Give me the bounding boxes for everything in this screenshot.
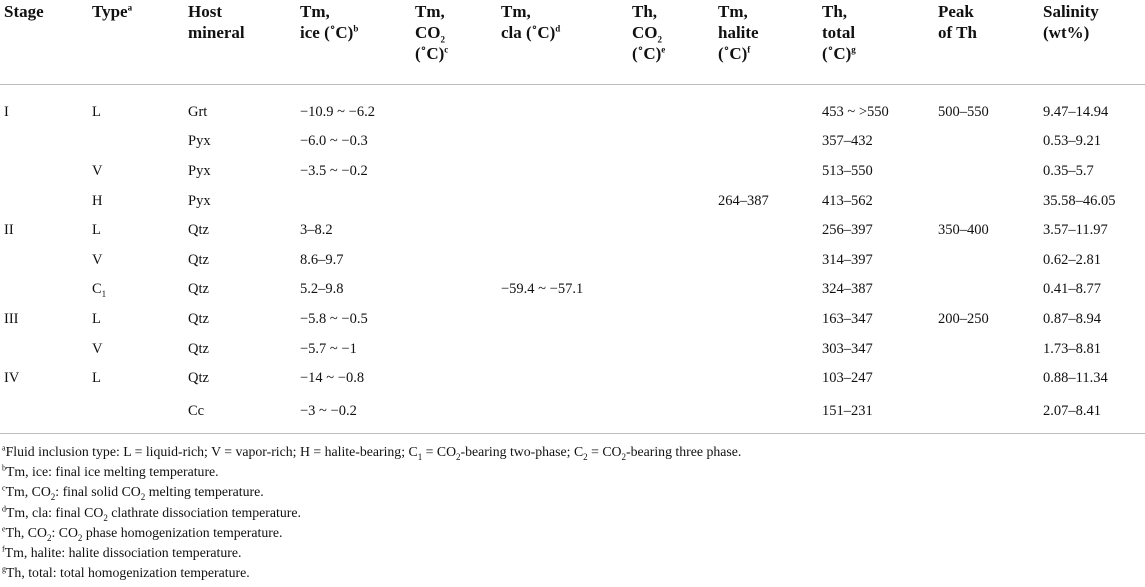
cell-tm-cla bbox=[501, 127, 632, 157]
cell-tm-cla: −59.4 ~ −57.1 bbox=[501, 281, 584, 298]
cell-th-co2 bbox=[632, 215, 718, 245]
footnote-e: $^e$Th, $CO_2$: $CO_2$ phase homogenization temperature. bbox=[2, 524, 283, 543]
cell-peak-of-th: 200–250 bbox=[938, 310, 989, 327]
cell-salinity: 0.62–2.81 bbox=[1043, 251, 1101, 268]
cell-tm-ice: −5.8 ~ −0.5 bbox=[300, 310, 368, 327]
cell-stage bbox=[0, 393, 92, 434]
cell-stage: II bbox=[4, 222, 14, 239]
cell-tm-cla bbox=[501, 215, 632, 245]
cell-type: L bbox=[92, 222, 101, 239]
cell-tm-halite bbox=[718, 363, 822, 393]
cell-type: V bbox=[92, 251, 103, 268]
table-row bbox=[0, 245, 1145, 275]
footnote-d: $^d$Tm, cla: final $CO_2$ clathrate dissociation temperature. bbox=[2, 504, 301, 523]
cell-tm-halite bbox=[718, 85, 822, 127]
cell-salinity: 2.07–8.41 bbox=[1043, 393, 1145, 434]
cell-peak-of-th: 350–400 bbox=[938, 222, 989, 239]
header-tm-ice: Tm, ice (˚C)$^b$ bbox=[300, 0, 415, 85]
table-row bbox=[0, 85, 1145, 127]
header-row bbox=[0, 0, 1145, 85]
footnote-a: $^a$Fluid inclusion type: L = liquid-rich; V = vapor-rich; H = halite-bearing; $C_1$ = $CO_2$-bearing two-phase; $C_2$ = $CO_2$-bearing three phase. bbox=[2, 443, 742, 462]
cell-host-mineral: Qtz bbox=[188, 370, 209, 387]
header-tm-halite: Tm, halite (˚C)$^f$ bbox=[718, 0, 822, 85]
cell-salinity: 0.41–8.77 bbox=[1043, 281, 1101, 298]
cell-th-total: 453 ~ >550 bbox=[822, 103, 889, 120]
table-body bbox=[0, 85, 1145, 434]
table-row bbox=[0, 363, 1145, 393]
table-row bbox=[0, 275, 1145, 305]
cell-tm-co2 bbox=[415, 186, 501, 216]
cell-stage bbox=[0, 275, 92, 305]
cell-stage bbox=[0, 245, 92, 275]
cell-th-co2 bbox=[632, 393, 718, 434]
cell-host-mineral: Cc bbox=[188, 393, 300, 434]
cell-tm-ice: 8.6–9.7 bbox=[300, 251, 344, 268]
cell-peak-of-th bbox=[938, 363, 1043, 393]
cell-type: L bbox=[92, 370, 101, 387]
cell-tm-cla bbox=[501, 334, 632, 364]
table-row bbox=[0, 215, 1145, 245]
cell-th-total: 303–347 bbox=[822, 340, 873, 357]
cell-th-co2 bbox=[632, 275, 718, 305]
cell-stage bbox=[0, 334, 92, 364]
header-tm-co2: Tm, $CO_2$ (˚C)$^c$ bbox=[415, 0, 501, 85]
cell-salinity: 1.73–8.81 bbox=[1043, 340, 1101, 357]
cell-tm-cla bbox=[501, 304, 632, 334]
cell-tm-ice: −6.0 ~ −0.3 bbox=[300, 133, 368, 150]
cell-type: $C_1$ bbox=[92, 281, 107, 300]
cell-host-mineral: Pyx bbox=[188, 192, 211, 209]
cell-tm-ice: −3.5 ~ −0.2 bbox=[300, 162, 368, 179]
cell-tm-halite bbox=[718, 156, 822, 186]
cell-tm-co2 bbox=[415, 363, 501, 393]
cell-salinity: 0.87–8.94 bbox=[1043, 310, 1101, 327]
cell-th-total: 163–347 bbox=[822, 310, 873, 327]
cell-tm-halite bbox=[718, 393, 822, 434]
cell-tm-cla bbox=[501, 245, 632, 275]
cell-th-total: 151–231 bbox=[822, 393, 938, 434]
cell-peak-of-th bbox=[938, 334, 1043, 364]
cell-th-total: 413–562 bbox=[822, 192, 873, 209]
cell-th-total: 314–397 bbox=[822, 251, 873, 268]
cell-tm-halite bbox=[718, 245, 822, 275]
cell-stage: IV bbox=[4, 370, 20, 387]
header-tm-cla: Tm, cla (˚C)$^d$ bbox=[501, 0, 632, 85]
cell-host-mineral: Pyx bbox=[188, 133, 211, 150]
cell-tm-ice bbox=[300, 186, 415, 216]
table-row bbox=[0, 127, 1145, 157]
cell-tm-ice: −10.9 ~ −6.2 bbox=[300, 103, 375, 120]
cell-peak-of-th bbox=[938, 245, 1043, 275]
header-peak-of-th: Peak of Th bbox=[938, 0, 1043, 85]
cell-tm-ice: −3 ~ −0.2 bbox=[300, 393, 415, 434]
cell-salinity: 3.57–11.97 bbox=[1043, 222, 1108, 239]
cell-stage: III bbox=[4, 310, 19, 327]
cell-type: L bbox=[92, 310, 101, 327]
cell-tm-cla bbox=[501, 363, 632, 393]
cell-type: V bbox=[92, 162, 103, 179]
cell-th-co2 bbox=[632, 186, 718, 216]
table-row bbox=[0, 304, 1145, 334]
header-salinity: Salinity (wt%) bbox=[1043, 0, 1145, 85]
cell-tm-ice: −14 ~ −0.8 bbox=[300, 370, 365, 387]
cell-th-total: 256–397 bbox=[822, 222, 873, 239]
cell-salinity: 0.88–11.34 bbox=[1043, 370, 1108, 387]
cell-tm-halite bbox=[718, 304, 822, 334]
footnote-g: $^g$Th, total: total homogenization temperature. bbox=[2, 564, 250, 581]
cell-tm-halite bbox=[718, 127, 822, 157]
cell-peak-of-th: 500–550 bbox=[938, 103, 989, 120]
table-row bbox=[0, 334, 1145, 364]
cell-tm-co2 bbox=[415, 275, 501, 305]
header-stage: Stage bbox=[0, 0, 92, 85]
cell-th-co2 bbox=[632, 245, 718, 275]
cell-th-co2 bbox=[632, 363, 718, 393]
cell-stage: I bbox=[4, 103, 9, 120]
cell-salinity: 35.58–46.05 bbox=[1043, 192, 1116, 209]
cell-salinity: 0.35–5.7 bbox=[1043, 162, 1094, 179]
cell-salinity: 9.47–14.94 bbox=[1043, 103, 1109, 120]
header-host-mineral: Host mineral bbox=[188, 0, 300, 85]
cell-peak-of-th bbox=[938, 275, 1043, 305]
cell-tm-cla bbox=[501, 85, 632, 127]
cell-th-total: 357–432 bbox=[822, 133, 873, 150]
cell-salinity: 0.53–9.21 bbox=[1043, 133, 1101, 150]
cell-type: V bbox=[92, 340, 103, 357]
header-th-co2: Th, $CO_2$ (˚C)$^e$ bbox=[632, 0, 718, 85]
cell-tm-ice: 3–8.2 bbox=[300, 222, 333, 239]
cell-host-mineral: Qtz bbox=[188, 310, 209, 327]
cell-peak-of-th bbox=[938, 393, 1043, 434]
cell-peak-of-th bbox=[938, 156, 1043, 186]
cell-host-mineral: Qtz bbox=[188, 251, 209, 268]
cell-tm-co2 bbox=[415, 245, 501, 275]
cell-tm-co2 bbox=[415, 127, 501, 157]
cell-tm-co2 bbox=[415, 334, 501, 364]
cell-type bbox=[92, 393, 188, 434]
cell-type: H bbox=[92, 192, 103, 209]
cell-stage bbox=[0, 156, 92, 186]
footnote-b: $^b$Tm, ice: final ice melting temperature. bbox=[2, 463, 219, 480]
header-type: Type$^a$ bbox=[92, 0, 188, 85]
cell-stage bbox=[0, 127, 92, 157]
cell-th-total: 513–550 bbox=[822, 162, 873, 179]
table-row bbox=[0, 156, 1145, 186]
cell-tm-cla bbox=[501, 393, 632, 434]
cell-tm-halite bbox=[718, 275, 822, 305]
table-row bbox=[0, 186, 1145, 216]
cell-th-co2 bbox=[632, 156, 718, 186]
cell-tm-co2 bbox=[415, 304, 501, 334]
cell-tm-cla bbox=[501, 156, 632, 186]
cell-th-total: 324–387 bbox=[822, 281, 873, 298]
cell-tm-cla bbox=[501, 186, 632, 216]
cell-tm-halite bbox=[718, 215, 822, 245]
cell-th-co2 bbox=[632, 334, 718, 364]
cell-host-mineral: Grt bbox=[188, 103, 208, 120]
cell-tm-halite: 264–387 bbox=[718, 192, 769, 209]
cell-th-co2 bbox=[632, 304, 718, 334]
cell-type: L bbox=[92, 103, 101, 120]
cell-tm-ice: 5.2–9.8 bbox=[300, 281, 344, 298]
cell-host-mineral: Pyx bbox=[188, 162, 211, 179]
cell-tm-ice: −5.7 ~ −1 bbox=[300, 340, 357, 357]
cell-tm-halite bbox=[718, 334, 822, 364]
cell-th-co2 bbox=[632, 85, 718, 127]
cell-th-total: 103–247 bbox=[822, 370, 873, 387]
cell-host-mineral: Qtz bbox=[188, 340, 209, 357]
header-th-total: Th, total (˚C)$^g$ bbox=[822, 0, 938, 85]
cell-tm-co2 bbox=[415, 215, 501, 245]
cell-peak-of-th bbox=[938, 186, 1043, 216]
cell-host-mineral: Qtz bbox=[188, 222, 209, 239]
footnote-c: $^c$Tm, $CO_2$: final solid $CO_2$ melting temperature. bbox=[2, 483, 264, 503]
cell-tm-co2 bbox=[415, 156, 501, 186]
cell-tm-co2 bbox=[415, 393, 501, 434]
footnote-f: $^f$Tm, halite: halite dissociation temperature. bbox=[2, 544, 242, 561]
table-row bbox=[0, 393, 1145, 434]
cell-tm-co2 bbox=[415, 85, 501, 127]
cell-peak-of-th bbox=[938, 127, 1043, 157]
cell-type bbox=[92, 127, 188, 157]
cell-host-mineral: Qtz bbox=[188, 281, 209, 298]
cell-th-co2 bbox=[632, 127, 718, 157]
cell-stage bbox=[0, 186, 92, 216]
footnotes bbox=[2, 442, 1142, 583]
